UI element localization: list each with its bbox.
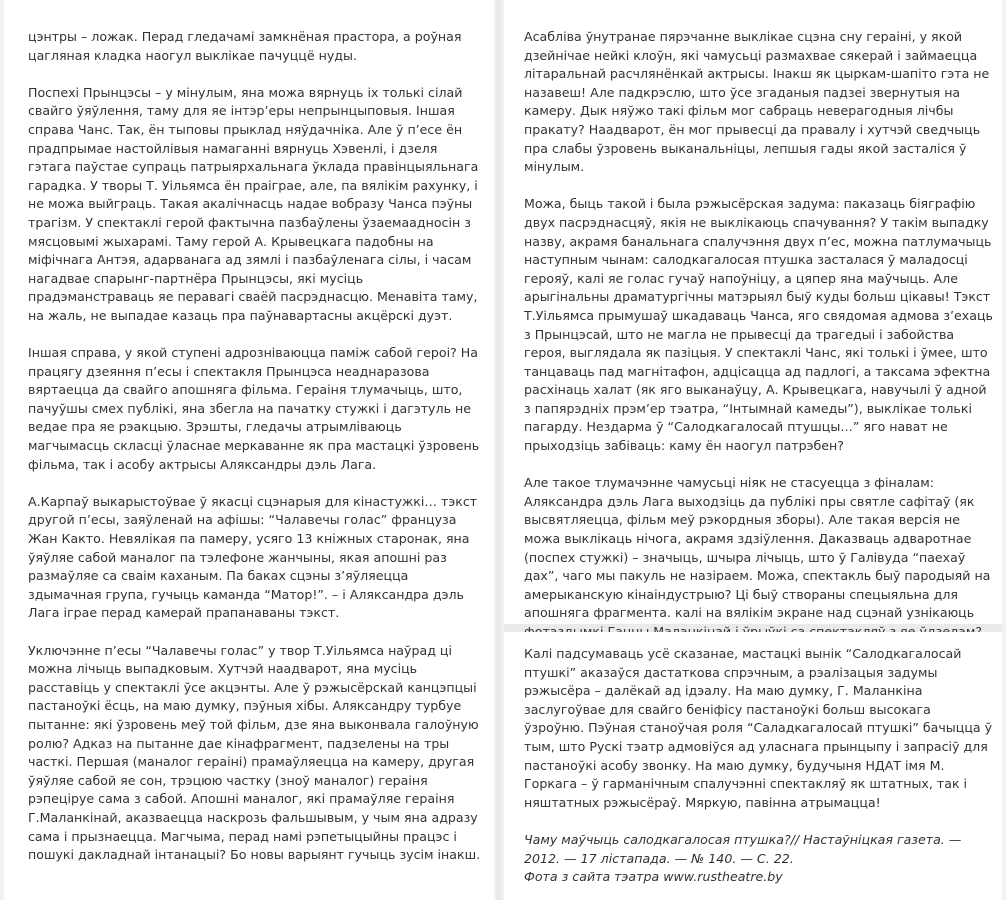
- article-paragraph: Іншая справа, у якой ступені адрозніваюцца паміж сабой героі? На працягу дзеяння п’есы і спектакля Прынцэса неаднаразова вяртаецца да свайго апошняга фільма. Гераіня тлумачыць, што, пачуўшы смех публікі, яна збегла на пачатку стужкі і дагэтуль не ведае пра яе рэакцыю. Зрэшты, гледачы атрымліваюць магчымасць скласці ўласнае меркаванне як пра мастацкі ўзровень фільма, так і асобу актрысы Аляксандры дэль Лага.: [28, 345, 480, 472]
- source-citation: Чаму маўчыць салодкагалосая птушка?// Настаўніцкая газета. — 2012. — 17 лістапада. — № 140. — С. 22.: [524, 831, 962, 866]
- article-paragraph: Але такое тлумачэнне чамусьці ніяк не стасуецца з фіналам: Аляксандра дэль Лага выходзіць да публікі пры святле сафітаў (як высвятляецца, фільм меў рэкордныя зборы). Але такая версія не можа выклікаць нічога, акрамя здзіўлення. Даказваць адваротнае (поспех стужкі) – значыць, шчыра лічыць, што ў Галівудa “паехаў дах”, чаго мы пакуль не назіраем. Можа, спектакль быў пародыяй на амерыканскую кінаіндустрыю? Ці быў створаны спецыяльна для апошняга фрагмента. калі на вялікім экране над сцэнай узнікаюць: [524, 475, 991, 621]
- photo-credit: Фота з сайта тэатра www.rustheatre.by: [524, 869, 783, 885]
- left-column: [4, 0, 494, 900]
- right-column-bottom: [504, 632, 1002, 900]
- conclusion-paragraph: Калі падсумаваць усё сказанае, мастацкі вынік “Салодкагалосай птушкі” аказаўся дастаткова спрэчным, а рэалізацыя задумы рэжысёра – далёкай ад ідэалу. На маю думку, Г. Маланкіна заслугоўвае для свайго беніфісу пастаноўкі больш высокага ўзроўню. Пэўная станоўчая роля “Саладкагалосай птушкі” бачыцца ў тым, што Рускі тэатр адмовіўся ад уласнага прынцыпу і запрасіў для пастаноўкі асобу звонку. На маю думку, будучыня НДАТ імя М. Горкага – ў гарманічным спалучэнні спектакляў як штатных, так і няштатных рэжысёраў. Мяркую, павінна атрымацца!: [524, 646, 993, 810]
- article-paragraph: Асабліва ўнутранае пярэчанне выклікае сцэна сну гераіні, у якой дзейнічае нейкі клоўн, які чамусьці размахвае сякерай і займаецца літаральнай расчлянёнкай актрысы. Інакш як цыркам-шапіто гэта не назавеш! Але падкрэслю, што ўсе згаданыя падзеі звернутыя на камеру. Дык няўжо такі фільм мог сабраць неверагодныя лічбы пракату? Наадварот, ён мог прывесці да правалу і хутчэй сведчыць пра слабы ўзровень выканальніцы, лепшыя гады якой засталіся ў мінулым.: [524, 29, 990, 175]
- article-paragraph: А.Карпаў выкарыстоўвае ў якасці сцэнарыя для кінастужкі… тэкст другой п’есы, заяўленай на афішы: “Чалавечы голас” француза Жан Както. Невялікая па памеру, усяго 13 кніжных старонак, яна ўяўляе сабой маналог па тэлефоне жанчыны, якая апошні раз размаўляе са сваім каханым. Па баках сцэны з’яўляецца здымачная група, гучыць каманда “Матор!”. – і Аляксандра дэль Лага іграе перад камерай прапанаваны тэкст.: [28, 493, 478, 621]
- column-divider: [496, 0, 502, 900]
- article-paragraph: Поспехі Прынцэсы – у мінулым, яна можа вярнуць іх толькі сілай свайго ўяўлення, таму для яе інтэр’еры непрынцыповыя. Іншая справа Чанс. Так, ён тыповы прыклад няўдачніка. Але ў п’есе ён прадпрымае настойлівыя намаганні вярнуць Хэвенлі, і дзеля гэтага паўстае супраць патрыярхальнага ўклада правінцыяльнага гарадка. У творы Т. Уільямса ён праіграе, але, па вялікім рахунку, і не можа выйграць. Такая акалічнасць надае вобразу Чанса пэўны трагізм. У спектаклі герой фактычна пазбаўлены ўзаемаадносін з мясцовымі жыхарамі. Таму герой А. Крывецкага падобны на міфічнага Антэя, адарванага ад зямлі і пазбаўленага сілы, і часам нагадвае спарынг-партнёра Прынцэсы, які мусіць прадэманстраваць яе перавагі сваёй пасрэднасцю. Менавіта таму, на жаль, не выпадае казаць пра паўнавартасны акцёрскі дуэт.: [28, 84, 479, 323]
- article-paragraph: Уключэнне п’есы “Чалавечы голас” у твор Т.Уільямса наўрад ці можна лічыць выпадковым. Хутчэй наадварот, яна мусіць расставіць у спектаклі ўсе акцэнты. Але ў рэжысёрскай канцэпцыі пастаноўкі ёсць, на маю думку, пэўныя хібы. Аляксандру турбуе пытанне: які ўзровень меў той фільм, дзе яна выконвала галоўную ролю? Адказ на пытанне дае кінафрагмент, падзелены на тры часткі. Першая (маналог гераіні) прамаўляецца на камеру, другая ўяўляе сабой яе сон, трэцюю частку (зноў маналог) гераіня рэпеціруе сама з сабой. Апошні маналог, які прамаўляе гераіня Г.Маланкінай, аказваецца наскрозь фальшывым, у чым яна адразу сама і прызнаецца. Магчыма, перад намі рэпетыцыйны працэс і пошукі дакладнай інтанацыі? Бо новы варыянт гучыць зусім інакш.: [28, 642, 481, 863]
- article-paragraph: Можа, быць такой і была рэжысёрская задума: паказаць біяграфію двух пасрэднасцяў, якія не выклікаюць спачування? У такім выпадку назву, акрамя банальнага спалучэння двух п’ес, можна патлумачыць наступным чынам: салодкагалосая птушка засталася ў маладосці герояў, калі яе голас гучаў напоўніцу, а цяпер яна маўчыць. Але арыгінальны драматургічны матэрыял быў куды больш цікавы! Тэкст Т.Уільямса прымушаў шкадаваць Чанса, яго свядомая адмова з’ехаць з Прынцэсай, што не магла не прывесці да трагедыі і забойства героя, выглядала як пазіцыя. У спектаклі Чанс, які толькі і ўмее, што танцаваць пад магнітафон, адцісацца ад падлогі, а таксама эфектна расхінаць халат (як яго выканаўцу, А. Крывецкага, навучылі ў адной з папярэдніх прэм’ер тэатра, “Інтымнай камеды”), выклікае толькі пагарду. Нездарма ў “Салодкагалосай птушцы…” яго нават не прыходзіць забіваць: каму ён наогул патрэбен?: [524, 196, 993, 454]
- right-column-top: [504, 0, 1002, 624]
- article-paragraph: цэнтры – ложак. Перад гледачамі замкнёная прастора, а роўная цагляная кладка наогул выклікае пачуццё нуды.: [28, 29, 462, 63]
